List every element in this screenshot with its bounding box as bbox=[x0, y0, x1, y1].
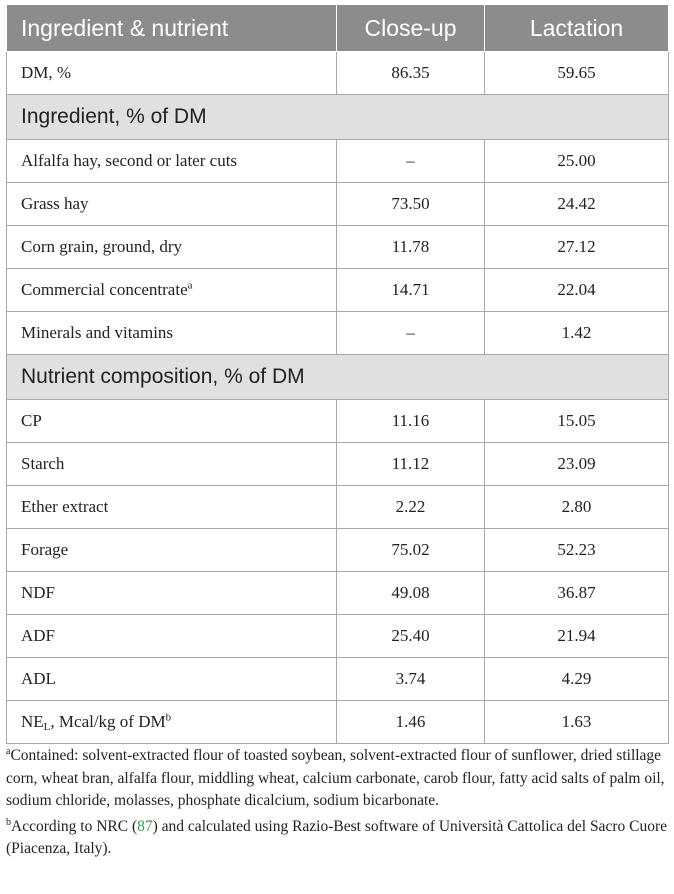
closeup-value: – bbox=[337, 312, 485, 355]
lactation-value: 24.42 bbox=[485, 183, 669, 226]
diet-composition-table bbox=[6, 4, 669, 744]
row-label: Forage bbox=[7, 529, 337, 572]
footnote-marker-b: b bbox=[165, 711, 172, 724]
table-row bbox=[7, 572, 669, 615]
lactation-value: 59.65 bbox=[485, 52, 669, 95]
table-row bbox=[7, 312, 669, 355]
closeup-value: 49.08 bbox=[337, 572, 485, 615]
header-ingredient-nutrient: Ingredient & nutrient bbox=[7, 5, 337, 52]
table-header-row bbox=[7, 5, 669, 52]
header-close-up: Close-up bbox=[337, 5, 485, 52]
row-label bbox=[7, 269, 337, 312]
lactation-value: 23.09 bbox=[485, 443, 669, 486]
closeup-value: – bbox=[337, 140, 485, 183]
closeup-value: 73.50 bbox=[337, 183, 485, 226]
header-lactation: Lactation bbox=[485, 5, 669, 52]
table-row bbox=[7, 183, 669, 226]
row-label: Alfalfa hay, second or later cuts bbox=[7, 140, 337, 183]
closeup-value: 11.78 bbox=[337, 226, 485, 269]
table-row bbox=[7, 400, 669, 443]
row-label: DM, % bbox=[7, 52, 337, 95]
row-label: Corn grain, ground, dry bbox=[7, 226, 337, 269]
section-ingredient-heading: Ingredient, % of DM bbox=[7, 95, 669, 140]
row-label: Minerals and vitamins bbox=[7, 312, 337, 355]
row-label: Starch bbox=[7, 443, 337, 486]
section-nutrient-row bbox=[7, 355, 669, 400]
table-row bbox=[7, 443, 669, 486]
row-label: NDF bbox=[7, 572, 337, 615]
nel-label-rest: , Mcal/kg of DM bbox=[50, 712, 166, 731]
section-ingredient-row bbox=[7, 95, 669, 140]
row-label: ADL bbox=[7, 658, 337, 701]
table-row-nel bbox=[7, 701, 669, 744]
row-label: Ether extract bbox=[7, 486, 337, 529]
nel-label-main: NE bbox=[21, 712, 44, 731]
lactation-value: 1.63 bbox=[485, 701, 669, 744]
table-footnotes bbox=[6, 745, 668, 864]
row-label: ADF bbox=[7, 615, 337, 658]
closeup-value: 86.35 bbox=[337, 52, 485, 95]
lactation-value: 36.87 bbox=[485, 572, 669, 615]
footnote-b bbox=[6, 816, 668, 861]
footnote-b-text-before: According to NRC ( bbox=[11, 817, 138, 835]
row-label bbox=[7, 701, 337, 744]
footnote-a-marker: a bbox=[6, 746, 11, 757]
lactation-value: 27.12 bbox=[485, 226, 669, 269]
table-row bbox=[7, 658, 669, 701]
footnote-a-text: Contained: solvent-extracted flour of toasted soybean, solvent-extracted flour of sunflower, dried stillage corn, wheat bran, alfalfa flour, middling wheat, calcium carbonate, carob flour, fatty acid salts of palm oil, sodium chloride, molasses, phosphate dicalcium, sodium bicarbonate. bbox=[6, 747, 665, 809]
table-row bbox=[7, 140, 669, 183]
row-label-text: Commercial concentrate bbox=[21, 280, 188, 299]
closeup-value: 25.40 bbox=[337, 615, 485, 658]
closeup-value: 2.22 bbox=[337, 486, 485, 529]
lactation-value: 52.23 bbox=[485, 529, 669, 572]
lactation-value: 4.29 bbox=[485, 658, 669, 701]
footnote-b-text-after: ) and calculated using Razio-Best software of Università Cattolica del Sacro Cuore (Piacenza, Italy). bbox=[6, 817, 667, 857]
row-label: Grass hay bbox=[7, 183, 337, 226]
table-row bbox=[7, 269, 669, 312]
closeup-value: 3.74 bbox=[337, 658, 485, 701]
lactation-value: 21.94 bbox=[485, 615, 669, 658]
row-label: CP bbox=[7, 400, 337, 443]
lactation-value: 2.80 bbox=[485, 486, 669, 529]
closeup-value: 11.16 bbox=[337, 400, 485, 443]
closeup-value: 75.02 bbox=[337, 529, 485, 572]
lactation-value: 1.42 bbox=[485, 312, 669, 355]
footnote-b-marker: b bbox=[6, 816, 11, 828]
closeup-value: 11.12 bbox=[337, 443, 485, 486]
table-row bbox=[7, 529, 669, 572]
closeup-value: 1.46 bbox=[337, 701, 485, 744]
table-row bbox=[7, 486, 669, 529]
footnote-marker-a: a bbox=[187, 279, 193, 292]
table-row-dm bbox=[7, 52, 669, 95]
closeup-value: 14.71 bbox=[337, 269, 485, 312]
nel-label-subscript: L bbox=[43, 720, 51, 733]
table-row bbox=[7, 226, 669, 269]
lactation-value: 15.05 bbox=[485, 400, 669, 443]
lactation-value: 25.00 bbox=[485, 140, 669, 183]
footnote-a bbox=[6, 745, 668, 813]
section-nutrient-heading: Nutrient composition, % of DM bbox=[7, 355, 669, 400]
table-row bbox=[7, 615, 669, 658]
reference-link-87[interactable]: 87 bbox=[137, 817, 153, 835]
lactation-value: 22.04 bbox=[485, 269, 669, 312]
